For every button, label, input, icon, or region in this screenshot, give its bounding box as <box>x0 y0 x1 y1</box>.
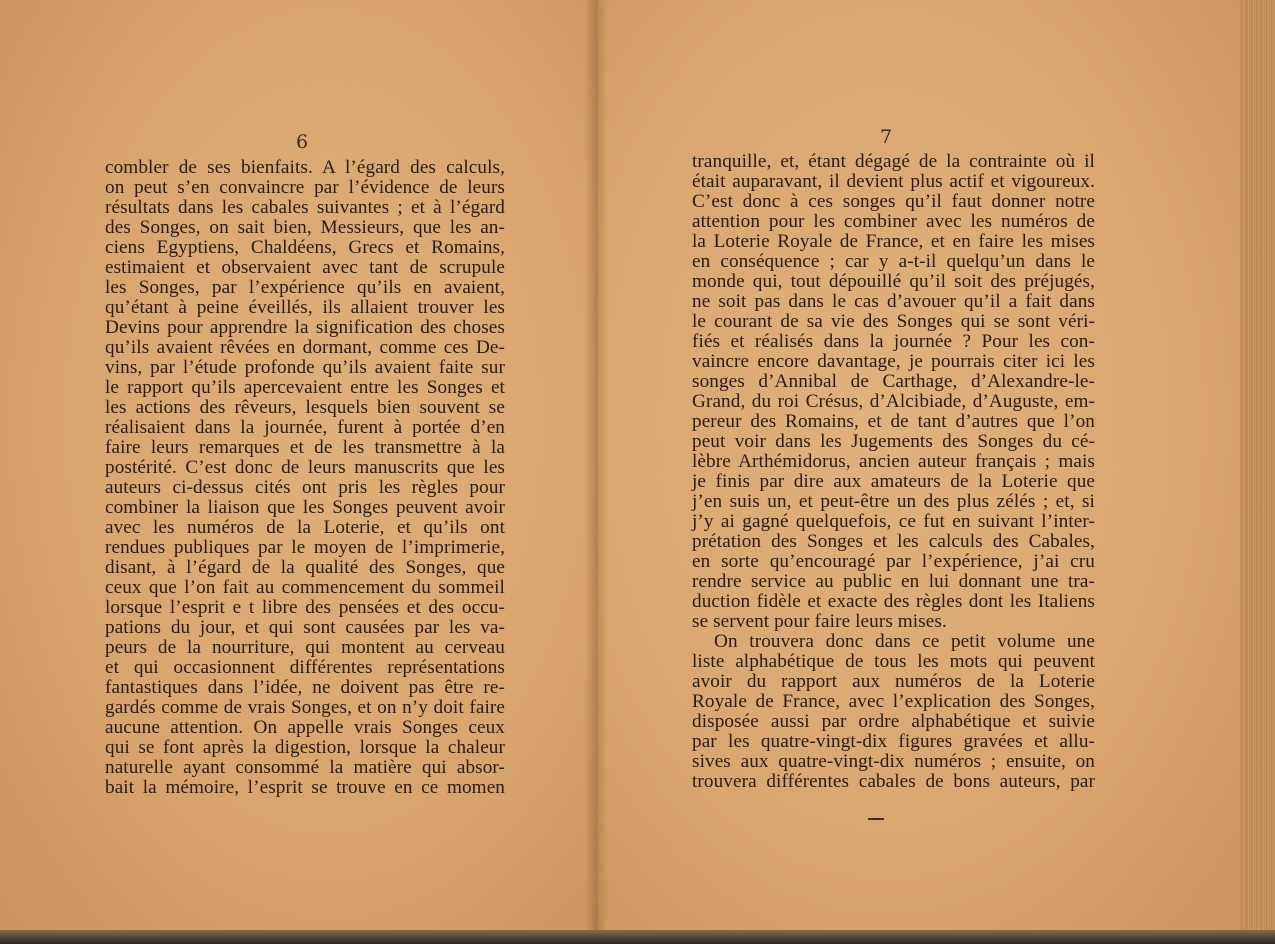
text-line <box>105 578 505 598</box>
text-line <box>692 472 1095 492</box>
text-line <box>692 672 1095 692</box>
text-line-content: vaincre encore davantage, je pourrais citer ici les <box>692 351 1095 372</box>
text-line-content: disant, à l’égard de la qualité des Songes, que <box>105 557 505 578</box>
text-line <box>692 232 1095 252</box>
text-line <box>692 192 1095 212</box>
text-line-content: en conséquence ; car y a-t-il quelqu’un dans le <box>692 251 1095 272</box>
book-gutter <box>584 0 608 935</box>
text-line <box>692 432 1095 452</box>
text-line <box>105 698 505 718</box>
text-line-content: lèbre Arthémidorus, ancien auteur français ; mais <box>692 451 1095 472</box>
text-line <box>105 318 505 338</box>
right-page-text <box>692 152 1095 792</box>
text-line <box>105 358 505 378</box>
text-line <box>692 292 1095 312</box>
text-line-content: attention pour les combiner avec les numéros de <box>692 211 1095 232</box>
text-line-content: Royale de France, avec l’explication des Songes, <box>692 691 1095 712</box>
text-line-content: on peut s’en convaincre par l’évidence de leurs <box>105 177 505 198</box>
text-line <box>105 738 505 758</box>
text-line-content: résultats dans les cabales suivantes ; et à l’égard <box>105 197 505 218</box>
text-line <box>692 612 1095 632</box>
text-line <box>105 718 505 738</box>
text-line <box>105 498 505 518</box>
text-line <box>105 618 505 638</box>
text-line <box>105 558 505 578</box>
text-line <box>692 212 1095 232</box>
text-line-content: se servent pour faire leurs mises. <box>692 611 947 632</box>
text-line-content: rendues publiques par le moyen de l’imprimerie, <box>105 537 505 558</box>
text-line <box>692 352 1095 372</box>
text-line-content: naturelle ayant consommé la matière qui absor- <box>105 757 505 778</box>
text-line-content: gardés comme de vrais Songes, et on n’y doit faire <box>105 697 505 718</box>
text-line <box>692 412 1095 432</box>
text-line <box>105 338 505 358</box>
text-line-content: Devins pour apprendre la signification des choses <box>105 317 505 338</box>
text-line-content: vins, par l’étude profonde qu’ils avaient faite sur <box>105 357 505 378</box>
text-line-content: la Loterie Royale de France, et en faire les mises <box>692 231 1095 252</box>
text-line-content: tranquille, et, étant dégagé de la contrainte où il <box>692 151 1095 172</box>
text-line <box>105 298 505 318</box>
text-line <box>692 592 1095 612</box>
text-line <box>692 172 1095 192</box>
text-line <box>105 198 505 218</box>
text-line <box>692 312 1095 332</box>
text-line <box>105 278 505 298</box>
text-line-content: faire leurs remarques et de les transmettre à la <box>105 437 505 458</box>
text-line-content: qui se font après la digestion, lorsque la chaleur <box>105 737 505 758</box>
text-line-content: les Songes, par l’expérience qu’ils en avaient, <box>105 277 505 298</box>
text-line <box>105 218 505 238</box>
text-line-content: était auparavant, il devient plus actif et vigoureux. <box>692 171 1095 192</box>
text-line-content: On trouvera donc dans ce petit volume une <box>714 631 1095 652</box>
text-line-content: qu’étant à peine éveillés, ils allaient trouver les <box>105 297 505 318</box>
text-line-content: pations du jour, et qui sont causées par les va- <box>105 617 505 638</box>
text-line <box>105 758 505 778</box>
text-line <box>105 258 505 278</box>
text-line <box>105 398 505 418</box>
text-line-content: postérité. C’est donc de leurs manuscrits que les <box>105 457 505 478</box>
text-line <box>692 712 1095 732</box>
text-line-content: Grand, du roi Crésus, d’Alcibiade, d’Auguste, em- <box>692 391 1095 412</box>
text-line <box>692 632 1095 652</box>
text-line-content: j’en suis un, et peut-être un des plus zélés ; et, si <box>692 491 1095 512</box>
text-line-content: qu’ils avaient rêvées en dormant, comme ces De- <box>105 337 505 358</box>
text-line <box>105 778 505 798</box>
text-line <box>105 158 505 178</box>
text-line-content: des Songes, on sait bien, Messieurs, que les an- <box>105 217 505 238</box>
text-line-content: peurs de la nourriture, qui montent au cerveau <box>105 637 505 658</box>
text-line <box>692 372 1095 392</box>
text-line <box>692 572 1095 592</box>
text-line <box>105 598 505 618</box>
text-line <box>692 492 1095 512</box>
text-line <box>692 392 1095 412</box>
left-page-number: 6 <box>296 131 309 153</box>
bottom-edge <box>0 930 1275 944</box>
signature-mark <box>868 818 884 820</box>
text-line <box>692 752 1095 772</box>
text-line-content: le rapport qu’ils apercevaient entre les Songes et <box>105 377 505 398</box>
page-edges <box>1240 0 1275 935</box>
text-line <box>692 152 1095 172</box>
right-page-number: 7 <box>880 126 893 148</box>
text-line <box>105 438 505 458</box>
text-line-content: disposée aussi par ordre alphabétique et suivie <box>692 711 1095 732</box>
text-line-content: trouvera différentes cabales de bons auteurs, par <box>692 771 1095 792</box>
text-line <box>105 478 505 498</box>
text-line-content: C’est donc à ces songes qu’il faut donner notre <box>692 191 1095 212</box>
left-page-text <box>105 158 505 798</box>
text-line-content: avec les numéros de la Loterie, et qu’ils ont <box>105 517 505 538</box>
text-line-content: monde qui, tout dépouillé qu’il soit des préjugés, <box>692 271 1095 292</box>
text-line <box>105 518 505 538</box>
text-line-content: peut voir dans les Jugements des Songes du cé- <box>692 431 1095 452</box>
text-line-content: ne soit pas dans le cas d’avouer qu’il a fait dans <box>692 291 1095 312</box>
text-line-content: combiner la liaison que les Songes peuvent avoir <box>105 497 505 518</box>
text-line <box>105 538 505 558</box>
text-line <box>692 692 1095 712</box>
text-line-content: bait la mémoire, l’esprit se trouve en ce momen <box>105 777 505 798</box>
text-line-content: sives aux quatre-vingt-dix numéros ; ensuite, on <box>692 751 1095 772</box>
text-line <box>105 238 505 258</box>
text-line-content: duction fidèle et exacte des règles dont les Italiens <box>692 591 1095 612</box>
text-line-content: liste alphabétique de tous les mots qui peuvent <box>692 651 1095 672</box>
text-line-content: en sorte qu’encouragé par l’expérience, j’ai cru <box>692 551 1095 572</box>
text-line <box>105 678 505 698</box>
text-line-content: fantastiques dans l’idée, ne doivent pas être re- <box>105 677 505 698</box>
text-line-content: estimaient et observaient avec tant de scrupule <box>105 257 505 278</box>
text-line-content: prétation des Songes et les calculs des Cabales, <box>692 531 1095 552</box>
text-line-content: fiés et réalisés dans la journée ? Pour les con- <box>692 331 1095 352</box>
text-line-content: et qui occasionnent différentes représentations <box>105 657 505 678</box>
text-line <box>692 452 1095 472</box>
text-line-content: rendre service au public en lui donnant une tra- <box>692 571 1095 592</box>
text-line <box>692 252 1095 272</box>
text-line-content: je finis par dire aux amateurs de la Loterie que <box>692 471 1095 492</box>
text-line-content: les actions des rêveurs, lesquels bien souvent se <box>105 397 505 418</box>
text-line <box>105 178 505 198</box>
text-line-content: ciens Egyptiens, Chaldéens, Grecs et Romains, <box>105 237 505 258</box>
text-line <box>105 658 505 678</box>
text-line-content: par les quatre-vingt-dix figures gravées et allu- <box>692 731 1095 752</box>
text-line <box>692 512 1095 532</box>
text-line-content: le courant de sa vie des Songes qui se sont véri- <box>692 311 1095 332</box>
text-line <box>692 652 1095 672</box>
text-line-content: combler de ses bienfaits. A l’égard des calculs, <box>105 157 505 178</box>
text-line-content: lorsque l’esprit e t libre des pensées et des occu- <box>105 597 505 618</box>
text-line-content: ceux que l’on fait au commencement du sommeil <box>105 577 505 598</box>
text-line-content: aucune attention. On appelle vrais Songes ceux <box>105 717 505 738</box>
text-line-content: avoir du rapport aux numéros de la Loterie <box>692 671 1095 692</box>
text-line <box>692 332 1095 352</box>
text-line <box>692 272 1095 292</box>
text-line-content: songes d’Annibal de Carthage, d’Alexandre-le- <box>692 371 1095 392</box>
text-line <box>105 418 505 438</box>
text-line-content: j’y ai gagné quelquefois, ce fut en suivant l’inter- <box>692 511 1095 532</box>
text-line <box>105 458 505 478</box>
text-line <box>105 378 505 398</box>
text-line <box>105 638 505 658</box>
text-line-content: pereur des Romains, et de tant d’autres que l’on <box>692 411 1095 432</box>
text-line <box>692 552 1095 572</box>
text-line-content: réalisaient dans la journée, furent à portée d’en <box>105 417 505 438</box>
text-line-content: auteurs ci-dessus cités ont pris les règles pour <box>105 477 505 498</box>
text-line <box>692 732 1095 752</box>
text-line <box>692 532 1095 552</box>
text-line <box>692 772 1095 792</box>
